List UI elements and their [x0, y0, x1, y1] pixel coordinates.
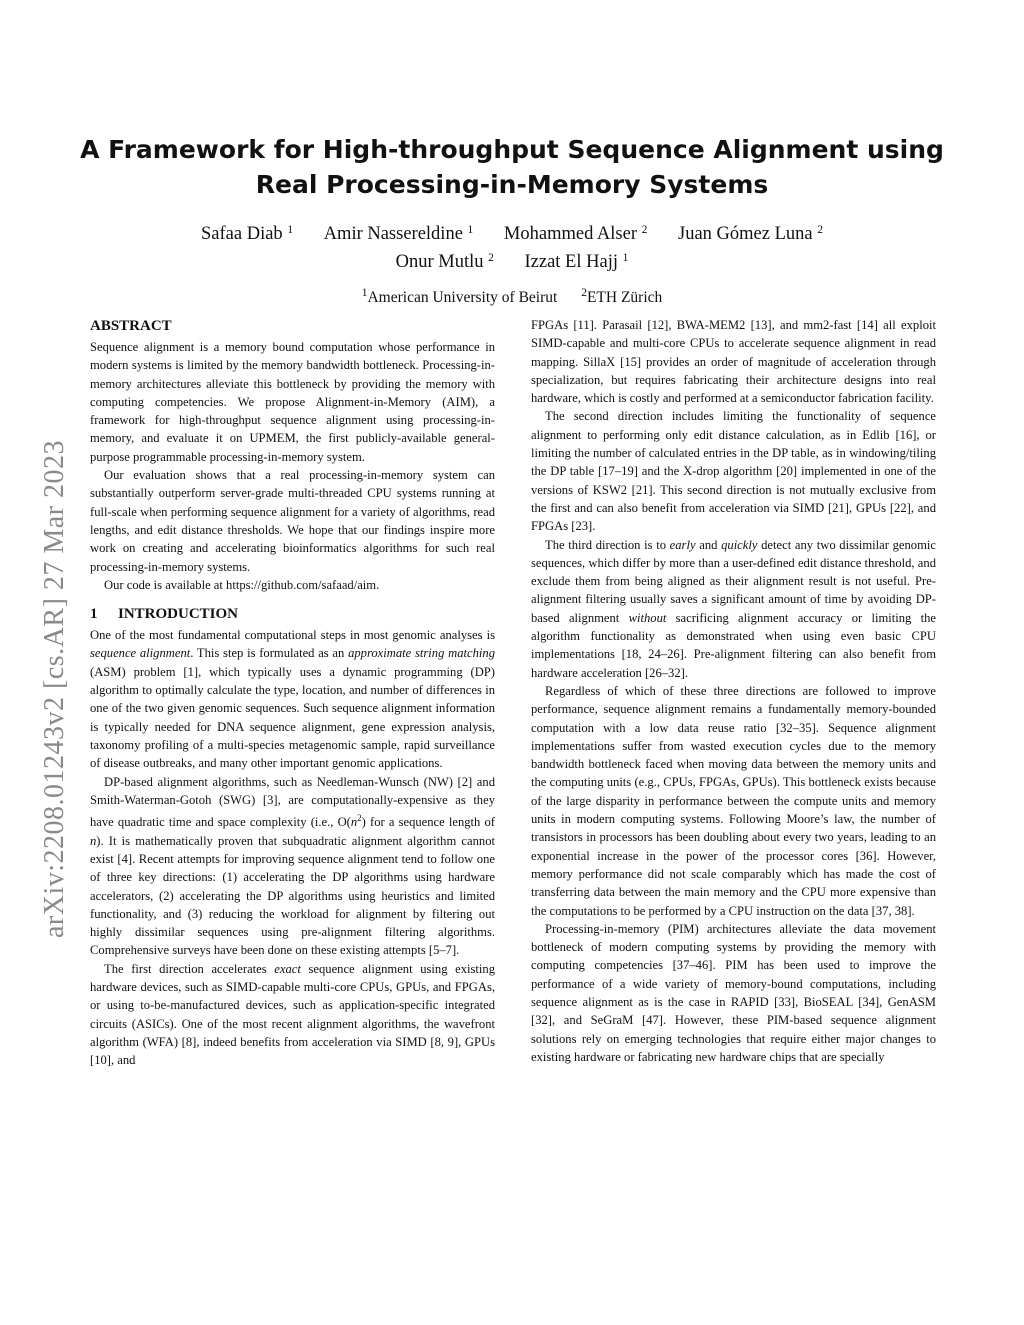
affiliation: $^2$ETH Zürich: [581, 287, 663, 306]
body-paragraph: The third direction is to early and quickly detect any two dissimilar genomic sequences, which differ by more than a user-defined edit distance threshold, and exclude them from being aligned as their alignment result is not useful. Pre-alignment filtering usually saves a significant amount of time by avoiding DP-based alignment without sacrificing alignment accuracy or limiting the algorithm functionality as demonstrated when using even basic CPU implementations [18, 24–26]. Pre-alignment filtering can also benefit from hardware acceleration [26–32].: [531, 537, 936, 680]
author-list: [100, 218, 924, 274]
author: Juan Gómez Luna $^2$: [678, 224, 823, 244]
body-paragraph: Processing-in-memory (PIM) architectures alleviate the data movement bottleneck of modern computing systems by providing the memory with computing competencies [37–46]. PIM has been used to improve the performance of a wide variety of memory-bound computations, including sequence alignment as is the case in RAPID [33], BioSEAL [34], GenASM [32], and SeGraM [47]. However, these PIM-based sequence alignment solutions rely on emerging technologies that require either major changes to existing hardware or fabricating new hardware chips that are specially: [531, 921, 936, 1064]
right-column: [531, 316, 936, 1066]
title-line-1: A Framework for High-throughput Sequence Alignment using: [80, 135, 944, 164]
author: Amir Nassereldine $^1$: [323, 224, 474, 244]
author-row-2: [100, 246, 924, 274]
body-paragraph: FPGAs [11]. Parasail [12], BWA-MEM2 [13], and mm2-fast [14] all exploit SIMD-capable and multi-core CPUs to accelerate sequence alignment in read mapping. SillaX [15] provides an order of magnitude of acceleration through specialization, but requires fabricating their architecture designs into real hardware, which is costly and performed at a semiconductor fabrication facility.: [531, 318, 936, 406]
author: Onur Mutlu $^2$: [395, 252, 494, 272]
intro-paragraph: DP-based alignment algorithms, such as Needleman-Wunsch (NW) [2] and Smith-Waterman-Gotoh (SWG) [3], are computationally-expensive as they have quadratic time and space complexity (i.e., $O(n^2)$ for a sequence length of n). It is mathematically proven that subquadratic alignment algorithm cannot exist [4]. Recent attempts for improving sequence alignment tend to follow one of three key directions: (1) accelerating the DP algorithms using hardware accelerators, (2) accelerating the DP algorithms using heuristics and limited functionality, and (3) reducing the workload for alignment by filtering out highly dissimilar sequences using pre-alignment filtering algorithms. Comprehensive surveys have been done on these existing attempts [5–7].: [90, 774, 495, 958]
code-availability[interactable]: Our code is available at https://github.com/safaad/aim.: [104, 577, 380, 592]
intro-paragraph: The first direction accelerates exact sequence alignment using existing hardware devices, such as SIMD-capable multi-core CPUs, GPUs, and FPGAs, or using to-be-manufactured devices, such as application-specific integrated circuits (ASICs). One of the most recent alignment algorithms, the wavefront algorithm (WFA) [8], indeed benefits from acceleration via SIMD [8, 9], GPUs [10], and: [90, 961, 495, 1068]
affiliations: [100, 282, 924, 309]
author-row-1: [100, 218, 924, 246]
body-paragraph: The second direction includes limiting the functionality of sequence alignment to performing only edit distance calculation, as in Edlib [16], or limiting the number of calculated entries in the DP table, as in windowing/tiling the DP table [17–19] and the X-drop algorithm [20] implemented in one of the versions of KSW2 [21]. This second direction is not mutually exclusive from the first and can also benefit from acceleration via SIMD [21], GPUs [22], and FPGAs [23].: [531, 409, 936, 534]
abstract-paragraph: Sequence alignment is a memory bound computation whose performance in modern systems is limited by the memory bandwidth bottleneck. Processing-in-memory architectures alleviate this bottleneck by providing the memory with computing competencies. We propose Alignment-in-Memory (AIM), a framework for high-throughput sequence alignment using processing-in-memory, and evaluate it on UPMEM, the first publicly-available general-purpose programmable processing-in-memory system.: [90, 340, 495, 464]
section-heading-introduction: 1 INTRODUCTION: [90, 606, 239, 623]
intro-paragraph: One of the most fundamental computational steps in most genomic analyses is sequence alignment. This step is formulated as an approximate string matching (ASM) problem [1], which typically uses a dynamic programming (DP) algorithm to optimally calculate the type, location, and number of differences in one of the two given genomic sequences. Such sequence alignment information is typically needed for DNA sequence alignment, gene expression analysis, taxonomy profiling of a multi-species metagenomic sample, rapid surveillance of disease outbreaks, and many other important genomic applications.: [90, 628, 495, 771]
abstract-heading: ABSTRACT: [90, 318, 172, 334]
paper-title: [60, 132, 964, 202]
title-line-2: Real Processing-in-Memory Systems: [255, 170, 769, 199]
abstract-paragraph: Our evaluation shows that a real processing-in-memory system can substantially outperform server-grade multi-threaded CPU systems running at full-scale when performing sequence alignment for a variety of algorithms, read lengths, and edit distance thresholds. We hope that our findings inspire more work on creating and accelerating bioinformatics algorithms for such real processing-in-memory systems.: [90, 468, 495, 574]
affiliation: $^1$American University of Beirut: [361, 287, 558, 306]
author: Mohammed Alser $^2$: [503, 224, 648, 244]
arxiv-identifier[interactable]: arXiv:2208.01243v2 [cs.AR] 27 Mar 2023: [39, 439, 70, 938]
left-column: [90, 316, 495, 1069]
author: Safaa Diab $^1$: [201, 224, 294, 244]
body-paragraph: Regardless of which of these three directions are followed to improve performance, sequence alignment remains a fundamentally memory-bounded computation with a low data reuse ratio [32–35]. Sequence alignment implementations suffer from wasted execution cycles due to the memory bandwidth bottleneck faced when moving data between the memory units and the computing units (e.g., CPUs, FPGAs, GPUs). This bottleneck exists because of the large disparity in performance between the compute units and memory units in modern computing systems. Following Moore’s law, the number of transistors in processors has been doubling about every two years, leading to an exponential increase in the power of the processor cores [36]. However, memory performance did not scale comparably which has made the cost of transferring data between the main memory and the CPU more expensive than the computations to be performed by a CPU instruction on the data [37, 38].: [531, 683, 936, 918]
author: Izzat El Hajj $^1$: [524, 252, 629, 272]
